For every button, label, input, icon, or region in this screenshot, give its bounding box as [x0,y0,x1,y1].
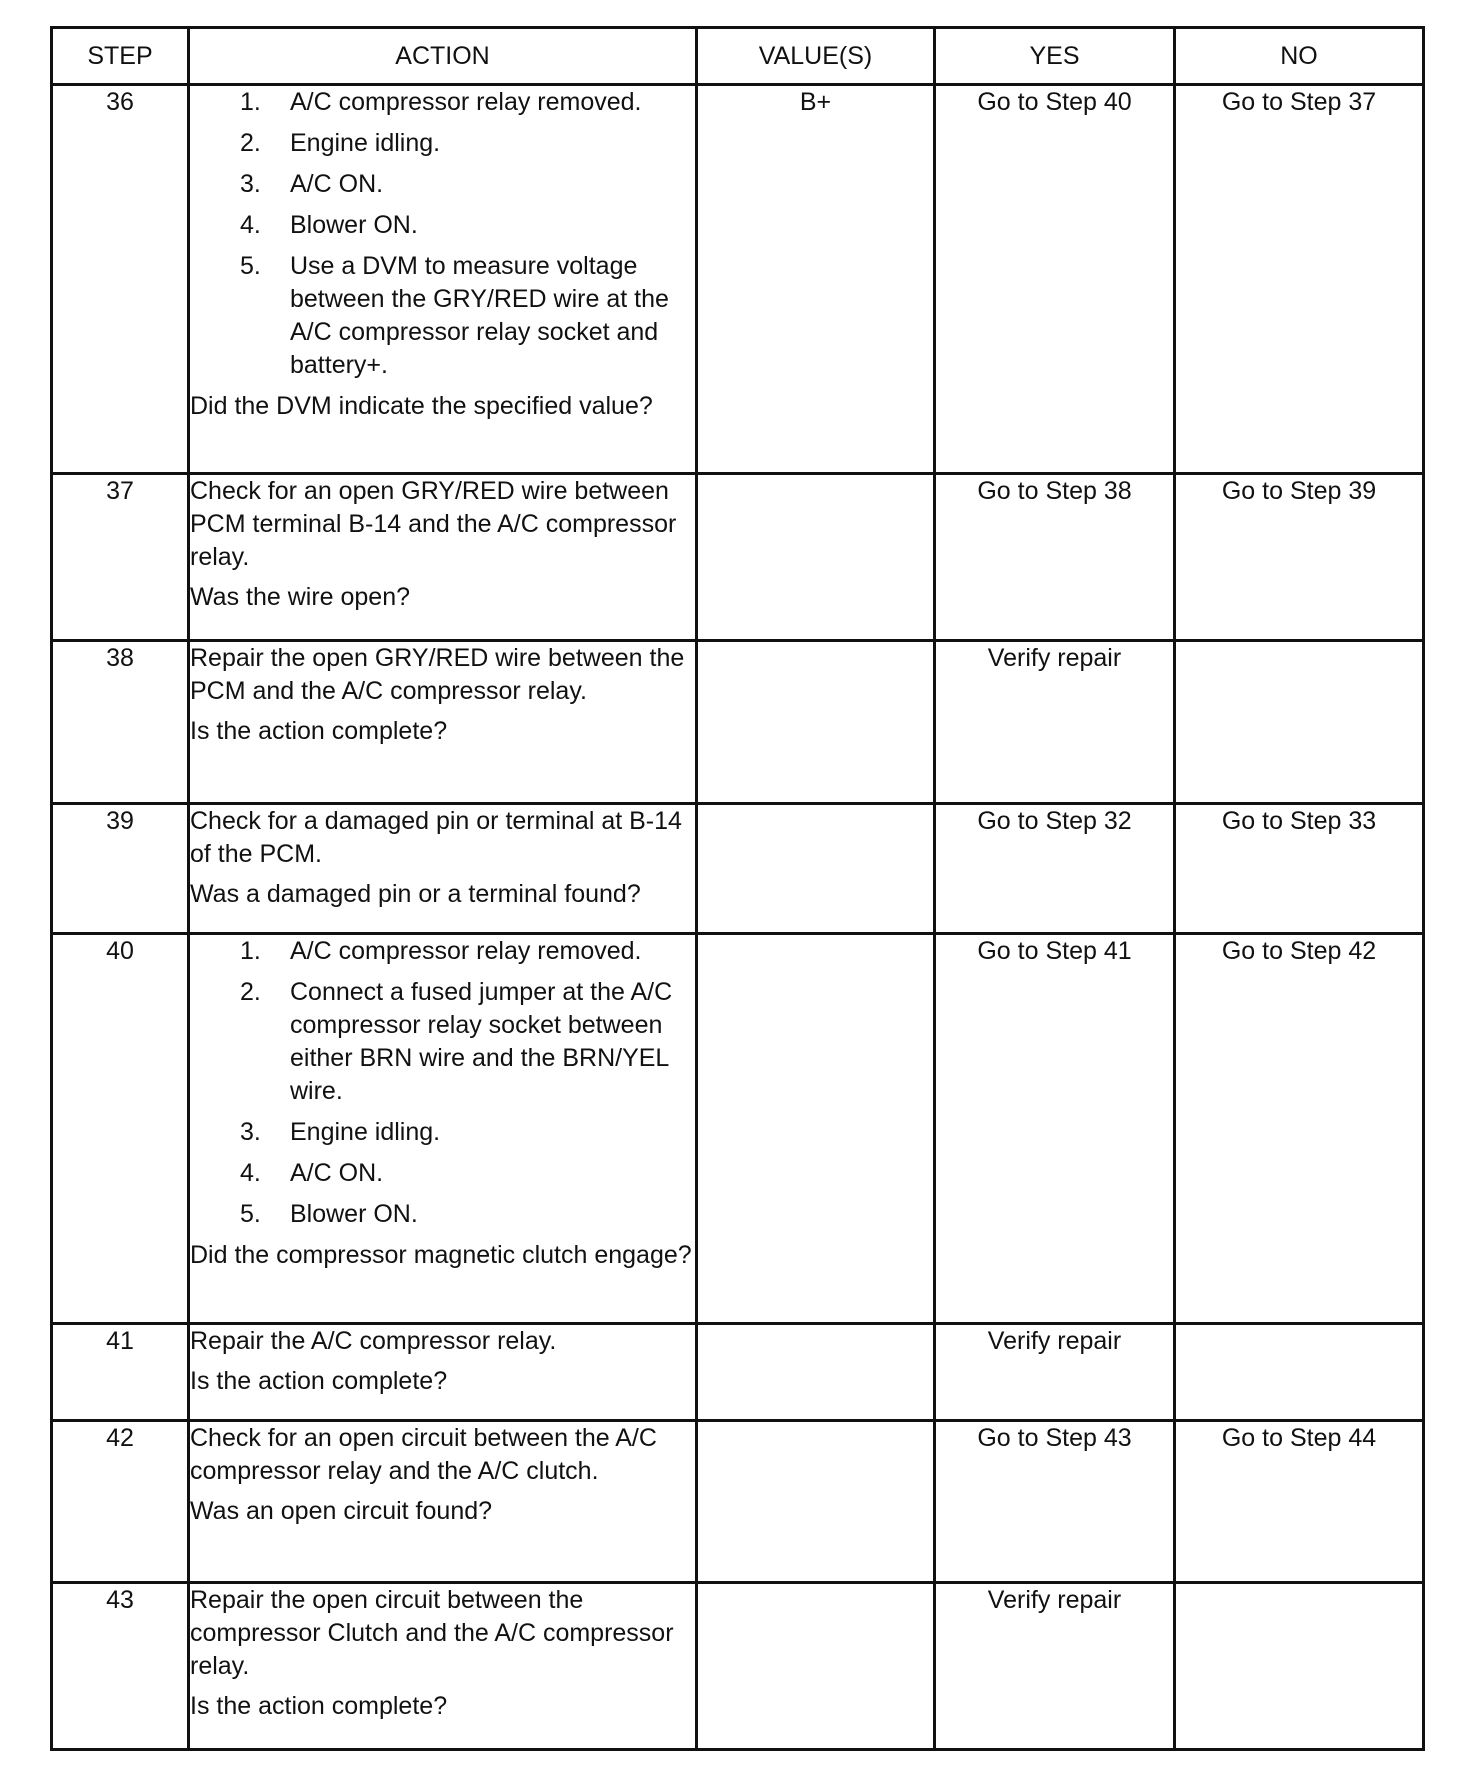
step-number: 38 [52,641,189,804]
action-step-item [240,168,695,201]
no-cell: Go to Step 44 [1175,1421,1424,1583]
action-cell [189,641,697,804]
action-text: Was the wire open? [190,583,411,612]
action-step-number: 2. [240,978,261,1007]
action-text: Was an open circuit found? [190,1497,493,1526]
table-row [52,804,1424,934]
header-no: NO [1175,28,1424,85]
action-step-number: 4. [240,211,261,239]
action-text: Check for a damaged pin or terminal at B-14 of the PCM. [190,807,682,869]
table-row [52,641,1424,804]
action-step-number: 1. [240,937,261,966]
value-cell [697,641,935,804]
value-cell [697,804,935,934]
header-step: STEP [52,28,189,85]
value-cell [697,1582,935,1749]
action-step-text: A/C compressor relay removed. [290,88,642,116]
action-cell [189,1582,697,1749]
action-cell [189,1323,697,1421]
action-step-item [240,1198,695,1231]
value-cell [697,934,935,1323]
step-number: 42 [52,1421,189,1583]
yes-cell: Verify repair [935,641,1175,804]
action-step-item [240,86,695,119]
diagnostic-table [50,26,1425,1751]
no-cell: Go to Step 33 [1175,804,1424,934]
action-step-item [240,209,695,242]
no-cell: Go to Step 39 [1175,474,1424,641]
table-row [52,1582,1424,1749]
action-step-text: A/C ON. [290,170,384,198]
value-cell [697,474,935,641]
action-step-item [240,935,695,968]
table-row [52,1323,1424,1421]
table-row [52,474,1424,641]
yes-cell: Go to Step 40 [935,85,1175,474]
action-step-text: Engine idling. [290,1118,441,1147]
action-text: Repair the A/C compressor relay. [190,1326,557,1355]
yes-cell: Go to Step 32 [935,804,1175,934]
step-number: 37 [52,474,189,641]
action-cell [189,474,697,641]
action-step-text: Blower ON. [290,1200,418,1229]
action-text: Is the action complete? [190,1691,448,1720]
action-cell [189,1421,697,1583]
table-row [52,934,1424,1323]
yes-cell: Go to Step 38 [935,474,1175,641]
action-step-text: A/C compressor relay removed. [290,937,642,966]
step-number: 41 [52,1323,189,1421]
action-step-text: Connect a fused jumper at the A/C compressor relay socket between either BRN wire and the BRN/YEL wire. [290,978,673,1106]
header-action: ACTION [189,28,697,85]
action-steps-list [190,86,695,382]
no-cell: Go to Step 37 [1175,85,1424,474]
header-yes: YES [935,28,1175,85]
action-step-text: Use a DVM to measure voltage between the GRY/RED wire at the A/C compressor relay socket and battery+. [290,252,669,379]
action-step-number: 3. [240,170,261,198]
action-step-item [240,976,695,1108]
action-step-item [240,1157,695,1190]
table-row [52,1421,1424,1583]
value-cell [697,1323,935,1421]
action-step-item [240,127,695,160]
action-text: Repair the open GRY/RED wire between the PCM and the A/C compressor relay. [190,644,685,706]
table-row [52,85,1424,474]
action-cell [189,85,697,474]
action-step-number: 1. [240,88,261,116]
yes-cell: Verify repair [935,1582,1175,1749]
header-row [52,28,1424,85]
action-cell [189,934,697,1323]
step-number: 43 [52,1582,189,1749]
action-step-number: 5. [240,1200,261,1229]
value-cell: B+ [697,85,935,474]
action-steps-list [190,935,695,1231]
action-step-text: Engine idling. [290,129,441,157]
yes-cell: Verify repair [935,1323,1175,1421]
action-text: Check for an open GRY/RED wire between PCM terminal B-14 and the A/C compressor relay. [190,477,677,572]
action-step-text: Blower ON. [290,211,418,239]
action-step-number: 2. [240,129,261,157]
action-text: Repair the open circuit between the compressor Clutch and the A/C compressor relay. [190,1585,674,1680]
no-cell: Go to Step 42 [1175,934,1424,1323]
no-cell [1175,1582,1424,1749]
step-number: 39 [52,804,189,934]
step-number: 40 [52,934,189,1323]
no-cell [1175,1323,1424,1421]
action-text: Was a damaged pin or a terminal found? [190,880,641,909]
no-cell [1175,641,1424,804]
step-number: 36 [52,85,189,474]
value-cell [697,1421,935,1583]
action-step-text: A/C ON. [290,1159,384,1188]
action-text: Is the action complete? [190,1366,448,1395]
yes-cell: Go to Step 41 [935,934,1175,1323]
header-values: VALUE(S) [697,28,935,85]
action-step-item [240,250,695,382]
action-step-item [240,1116,695,1149]
action-text: Did the DVM indicate the specified value? [190,392,653,420]
yes-cell: Go to Step 43 [935,1421,1175,1583]
action-text: Is the action complete? [190,717,448,746]
action-step-number: 4. [240,1159,261,1188]
action-text: Check for an open circuit between the A/C compressor relay and the A/C clutch. [190,1424,657,1486]
action-text: Did the compressor magnetic clutch engage? [190,1241,692,1270]
action-step-number: 5. [240,252,261,280]
action-cell [189,804,697,934]
action-step-number: 3. [240,1118,261,1147]
